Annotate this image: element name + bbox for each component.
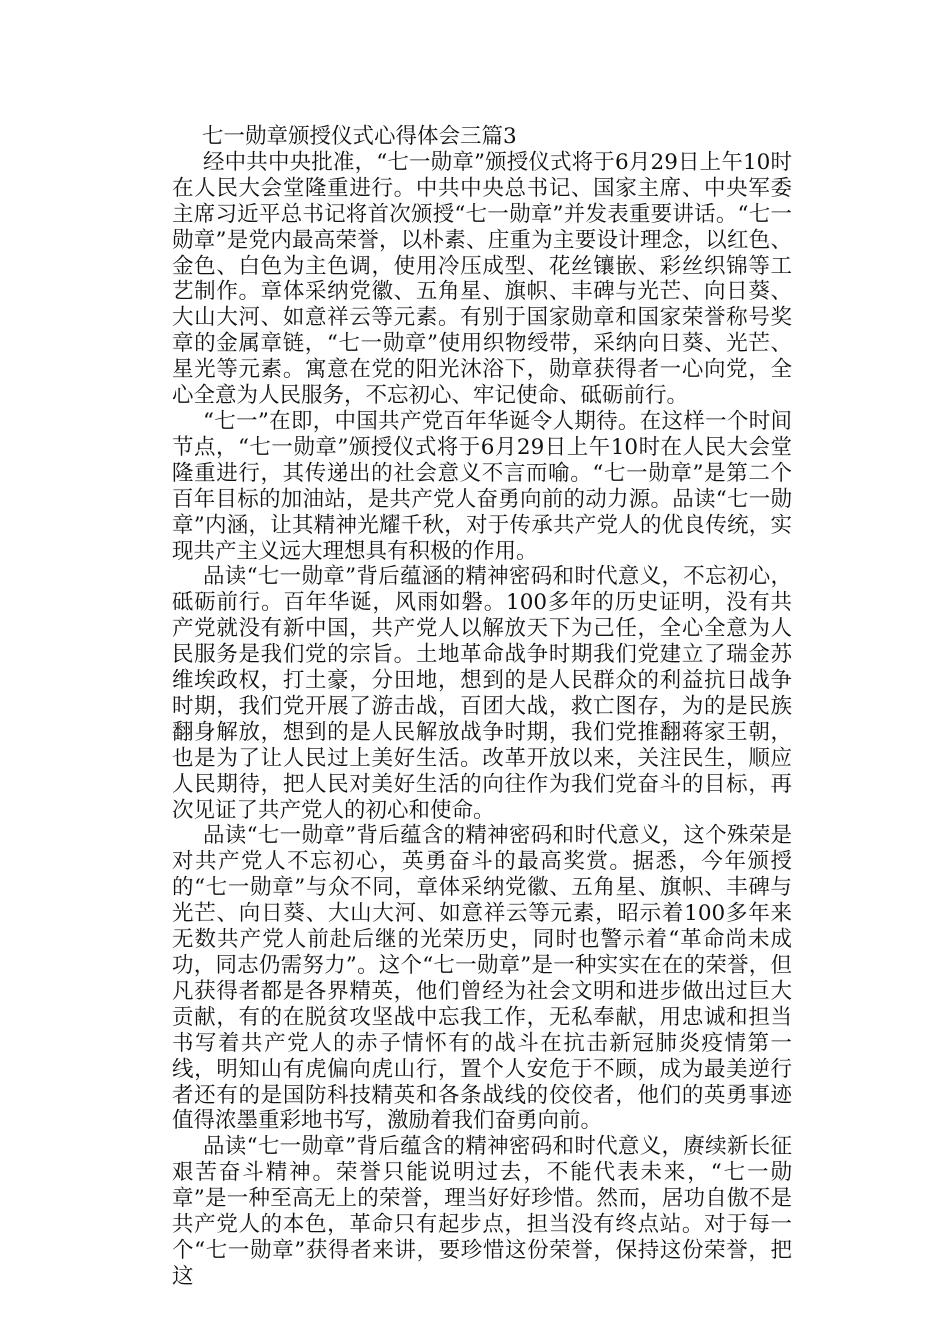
paragraph-1: 经中共中央批准，“七一勋章”颁授仪式将于6月29日上午10时在人民大会堂隆重进行。中共中央总书记、国家主席、中央军委主席习近平总书记将首次颁授“七一勋章”并发表重要讲话。“七一勋章”是党内最高荣誉，以朴素、庄重为主要设计理念，以红色、金色、白色为主色调，使用冷压成型、花丝镶嵌、彩丝织锦等工艺制作。章体采纳党徽、五角星、旗帜、丰碑与光芒、向日葵、大山大河、如意祥云等元素。有别于国家勋章和国家荣誉称号奖章的金属章链，“七一勋章”使用织物绶带，采纳向日葵、光芒、星光等元素。寓意在党的阳光沐浴下，勋章获得者一心向党，全心全意为人民服务，不忘初心、牢记使命、砥砺前行。	[172, 149, 792, 409]
document-title: 七一勋章颁授仪式心得体会三篇3	[202, 124, 517, 149]
paragraph-3: 品读“七一勋章”背后蕴涵的精神密码和时代意义，不忘初心，砥砺前行。百年华诞，风雨如磐。100多年的历史证明，没有共产党就没有新中国，共产党人以解放天下为己任，全心全意为人民服务是我们党的宗旨。土地革命战争时期我们党建立了瑞金苏维埃政权，打土豪，分田地，想到的是人民群众的利益抗日战争时期，我们党开展了游击战，百团大战，救亡图存，为的是民族翻身解放，想到的是人民解放战争时期，我们党推翻蒋家王朝，也是为了让人民过上美好生活。改革开放以来，关注民生，顺应人民期待，把人民对美好生活的向往作为我们党奋斗的目标，再次见证了共产党人的初心和使命。	[172, 564, 792, 823]
paragraph-5: 品读“七一勋章”背后蕴含的精神密码和时代意义，赓续新长征艰苦奋斗精神。荣誉只能说明过去，不能代表未来，“七一勋章”是一种至高无上的荣誉，理当好好珍惜。然而，居功自傲不是共产党人的本色，革命只有起步点，担当没有终点站。对于每一个“七一勋章”获得者来讲，要珍惜这份荣誉，保持这份荣誉，把这	[172, 1134, 792, 1289]
document-body	[172, 124, 792, 1290]
paragraph-4: 品读“七一勋章”背后蕴含的精神密码和时代意义，这个殊荣是对共产党人不忘初心，英勇奋斗的最高奖赏。据悉，今年颁授的“七一勋章”与众不同，章体采纳党徽、五角星、旗帜、丰碑与光芒、向日葵、大山大河、如意祥云等元素，昭示着100多年来无数共产党人前赴后继的光荣历史，同时也警示着“革命尚未成功，同志仍需努力”。这个“七一勋章”是一种实实在在的荣誉，但凡获得者都是各界精英，他们曾经为社会文明和进步做出过巨大贡献，有的在脱贫攻坚战中忘我工作，无私奉献，用忠诚和担当书写着共产党人的赤子情怀有的战斗在抗击新冠肺炎疫情第一线，明知山有虎偏向虎山行，置个人安危于不顾，成为最美逆行者还有的是国防科技精英和各条战线的佼佼者，他们的英勇事迹值得浓墨重彩地书写，激励着我们奋勇向前。	[172, 823, 792, 1134]
paragraph-2: “七一”在即，中国共产党百年华诞令人期待。在这样一个时间节点，“七一勋章”颁授仪式将于6月29日上午10时在人民大会堂隆重进行，其传递出的社会意义不言而喻。“七一勋章”是第二个百年目标的加油站，是共产党人奋勇向前的动力源。品读“七一勋章”内涵，让其精神光耀千秋，对于传承共产党人的优良传统，实现共产主义远大理想具有积极的作用。	[172, 408, 792, 564]
